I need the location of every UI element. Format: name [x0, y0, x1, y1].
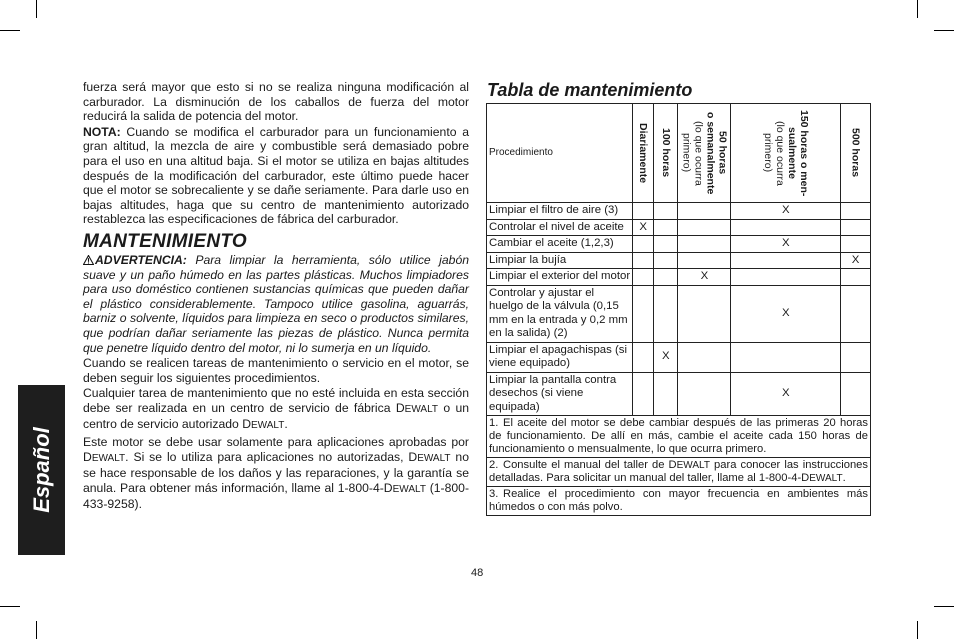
table-row: Controlar y ajustar el huelgo de la válvula (0,15 mm en la entrada y 0,2 mm en la salida) (2) X: [487, 285, 871, 342]
crop-mark: [36, 0, 37, 18]
header-procedure: Procedimiento: [487, 104, 633, 203]
table-note: 3. Realice el procedimiento con mayor frecuencia en ambientes más húmedos o con más polvo.: [487, 487, 871, 516]
table-header-row: [487, 104, 871, 203]
header-100h: 100 horas: [654, 104, 678, 203]
table-note: 1. El aceite del motor se debe cambiar después de las primeras 20 horas de funcionamiento. De allí en más, cambie el aceite cada 150 horas de funcionamiento o mensualmente, lo que ocurra primero.: [487, 416, 871, 458]
crop-mark: [0, 30, 20, 31]
crop-mark: [917, 0, 918, 18]
page-number: 48: [471, 567, 484, 579]
crop-mark: [934, 606, 954, 607]
table-title: Tabla de mantenimiento: [487, 80, 693, 100]
table-row: Limpiar el filtro de aire (3) X: [487, 203, 871, 220]
warning-label: ADVERTENCIA:: [95, 252, 187, 267]
language-label: Español: [28, 427, 54, 513]
note-paragraph: NOTA: Cuando se modifica el carburador para un funcionamiento a gran altitud, la mezcla de aire y combustible será demasiado pobre para el uso en una altitud baja. Si el motor se utiliza en bajas altitudes después de la modificación del carburador, este último puede hacer que el motor se sobrecaliente y se dañe seriamente. Para darle uso en bajas altitudes, haga que su centro de mantenimiento autorizado restablezca las especificaciones de fábrica del carburador.: [83, 124, 469, 227]
table-row: Limpiar la bujía X: [487, 252, 871, 269]
table-row: Controlar el nivel de aceite X: [487, 219, 871, 236]
paragraph: Cualquier tarea de mantenimiento que no esté incluida en esta sección debe ser realizada en un centro de servicio de fábrica DEWALT o un centro de servicio autorizado DEWALT.: [83, 386, 470, 432]
table-row: Limpiar la pantalla contra desechos (si viene equipada) X: [487, 372, 871, 416]
paragraph: Cuando se realicen tareas de mantenimiento o servicio en el motor, se deben seguir los siguientes procedimientos.: [83, 356, 469, 385]
table-row: Limpiar el exterior del motor X: [487, 269, 871, 286]
table-row: Limpiar el apagachispas (si viene equipado) X: [487, 342, 871, 372]
table-row: Cambiar el aceite (1,2,3) X: [487, 236, 871, 253]
paragraph: Este motor se debe usar solamente para aplicaciones aprobadas por DEWALT. Si se lo utiliza para aplicaciones no autorizadas, DEWALT no se hace responsable de los daños y las reparaciones, y la garantía se anula. Para obtener más información, llame al 1-800-4-DEWALT (1-800-433-9258).: [83, 435, 469, 512]
left-column: [83, 80, 469, 513]
section-heading: MANTENIMIENTO: [83, 230, 247, 252]
crop-mark: [917, 621, 918, 639]
crop-mark: [0, 606, 20, 607]
warning-triangle-icon: [83, 255, 94, 265]
header-500h: 500 horas: [841, 104, 871, 203]
language-side-tab: [18, 385, 65, 555]
paragraph: fuerza será mayor que esto si no se realiza ninguna modificación al carburador. La disminución de los caballos de fuerza del motor reducirá la salida de potencia del motor.: [83, 80, 469, 124]
crop-mark: [36, 621, 37, 639]
maintenance-table: [486, 103, 871, 516]
header-daily: Diariamente: [633, 104, 654, 203]
header-150h: 150 horas o men- sualmente (lo que ocurra primero): [731, 104, 841, 203]
crop-mark: [934, 30, 954, 31]
header-50h: 50 horas o semanalmente (lo que ocurra primero): [678, 104, 731, 203]
warning-paragraph: ADVERTENCIA: Para limpiar la herramienta, sólo utilice jabón suave y un paño húmedo en las partes plásticas. Muchos limpiadores para uso doméstico contienen sustancias químicas que pueden dañar el plástico considerablemente. Tampoco utilice gasolina, aguarrás, barniz o solvente, líquidos para limpieza en seco o productos similares, que podrían dañar seriamente las piezas de plástico. Nunca permita que penetre líquido dentro del motor, ni lo sumerja en un líquido.: [83, 252, 469, 355]
table-note: 2. Consulte el manual del taller de DEWALT para conocer las instrucciones detalladas. Para solicitar un manual del taller, llame al 1-800-4-DEWALT.: [487, 458, 871, 487]
note-label: NOTA:: [83, 124, 121, 139]
